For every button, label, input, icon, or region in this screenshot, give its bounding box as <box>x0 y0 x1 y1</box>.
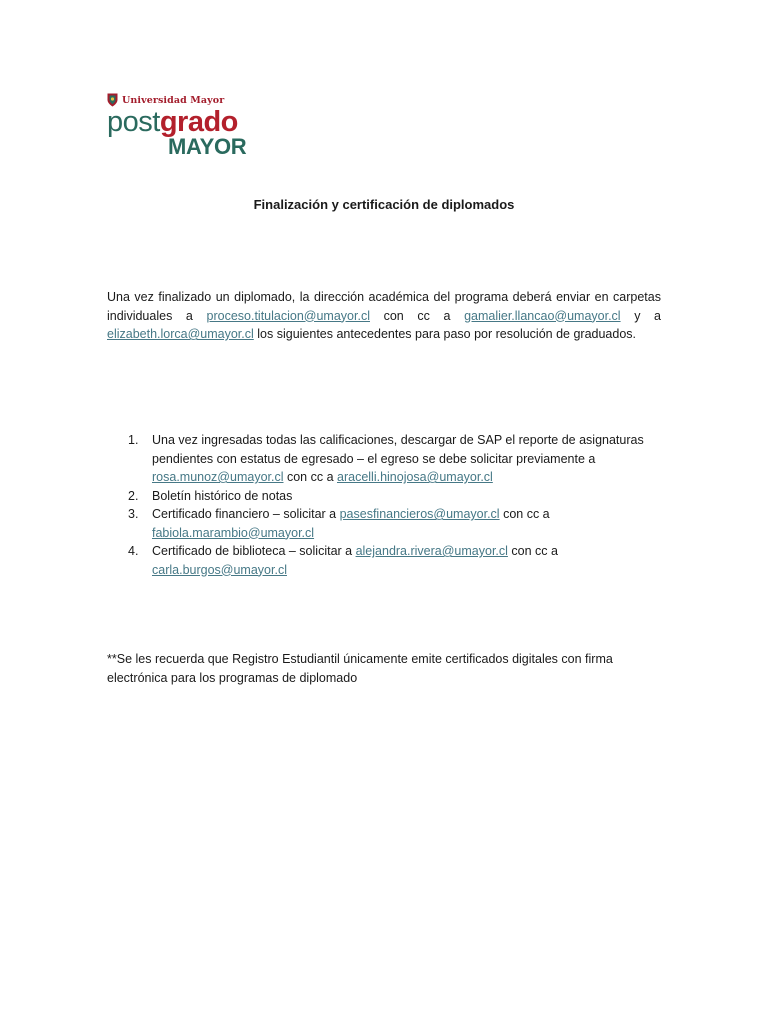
logo-mayor-text: MAYOR <box>168 134 247 159</box>
logo-university-name: Universidad Mayor <box>122 94 225 106</box>
document-title: Finalización y certificación de diplomados <box>253 197 515 212</box>
intro-text-4: los siguientes antecedentes para paso por resolución de graduados. <box>253 327 636 341</box>
intro-text-3: y a <box>620 308 662 323</box>
list-item-number: 3. <box>128 507 139 521</box>
list-item-text: con cc a <box>283 470 337 484</box>
intro-text-1: Una vez finalizado un diplomado, la dirección académica del programa deberá enviar en carpetas individuales a <box>107 290 661 323</box>
logo-grado-text: grado <box>159 106 238 138</box>
list-item-text: Una vez ingresadas todas las calificaciones, descargar de SAP el reporte de asignaturas pendientes con estatus de egresado – el egreso se debe solicitar previamente a <box>152 433 644 466</box>
email-link-alejandra-rivera[interactable]: alejandra.rivera@umayor.cl <box>355 544 508 558</box>
list-item-number: 4. <box>128 544 139 558</box>
university-shield-icon <box>107 93 118 107</box>
postgrado-mayor-logo <box>107 92 257 160</box>
list-item-text: Certificado financiero – solicitar a <box>152 507 340 521</box>
email-link-fabiola-marambio[interactable]: fabiola.marambio@umayor.cl <box>152 525 315 540</box>
email-link-gamalier-llancao[interactable]: gamalier.llancao@umayor.cl <box>464 308 621 323</box>
logo-post-text: post <box>107 106 160 138</box>
list-item <box>107 542 661 579</box>
list-item-text: Certificado de biblioteca – solicitar a <box>152 544 356 558</box>
logo-wordmark <box>107 106 257 138</box>
list-item-text: con cc a <box>499 507 550 521</box>
reminder-note: **Se les recuerda que Registro Estudiantil únicamente emite certificados digitales con firma electrónica para los programas de diplomado <box>107 652 613 685</box>
list-item-text: Boletín histórico de notas <box>152 488 293 503</box>
intro-text-2: con cc a <box>369 308 465 323</box>
list-item <box>107 505 661 542</box>
email-link-proceso-titulacion[interactable]: proceso.titulacion@umayor.cl <box>206 308 370 323</box>
list-item-text: con cc a <box>507 544 558 558</box>
email-link-pasesfinancieros[interactable]: pasesfinancieros@umayor.cl <box>339 507 500 521</box>
requirements-list <box>107 431 661 579</box>
intro-paragraph <box>107 288 661 344</box>
list-item-number: 2. <box>128 488 139 503</box>
email-link-carla-burgos[interactable]: carla.burgos@umayor.cl <box>152 562 287 577</box>
list-item <box>107 487 661 506</box>
email-link-rosa-munoz[interactable]: rosa.munoz@umayor.cl <box>152 470 284 484</box>
list-item-number: 1. <box>128 433 139 447</box>
email-link-aracelli-hinojosa[interactable]: aracelli.hinojosa@umayor.cl <box>337 470 493 484</box>
list-item <box>107 431 661 487</box>
email-link-elizabeth-lorca[interactable]: elizabeth.lorca@umayor.cl <box>107 327 254 341</box>
